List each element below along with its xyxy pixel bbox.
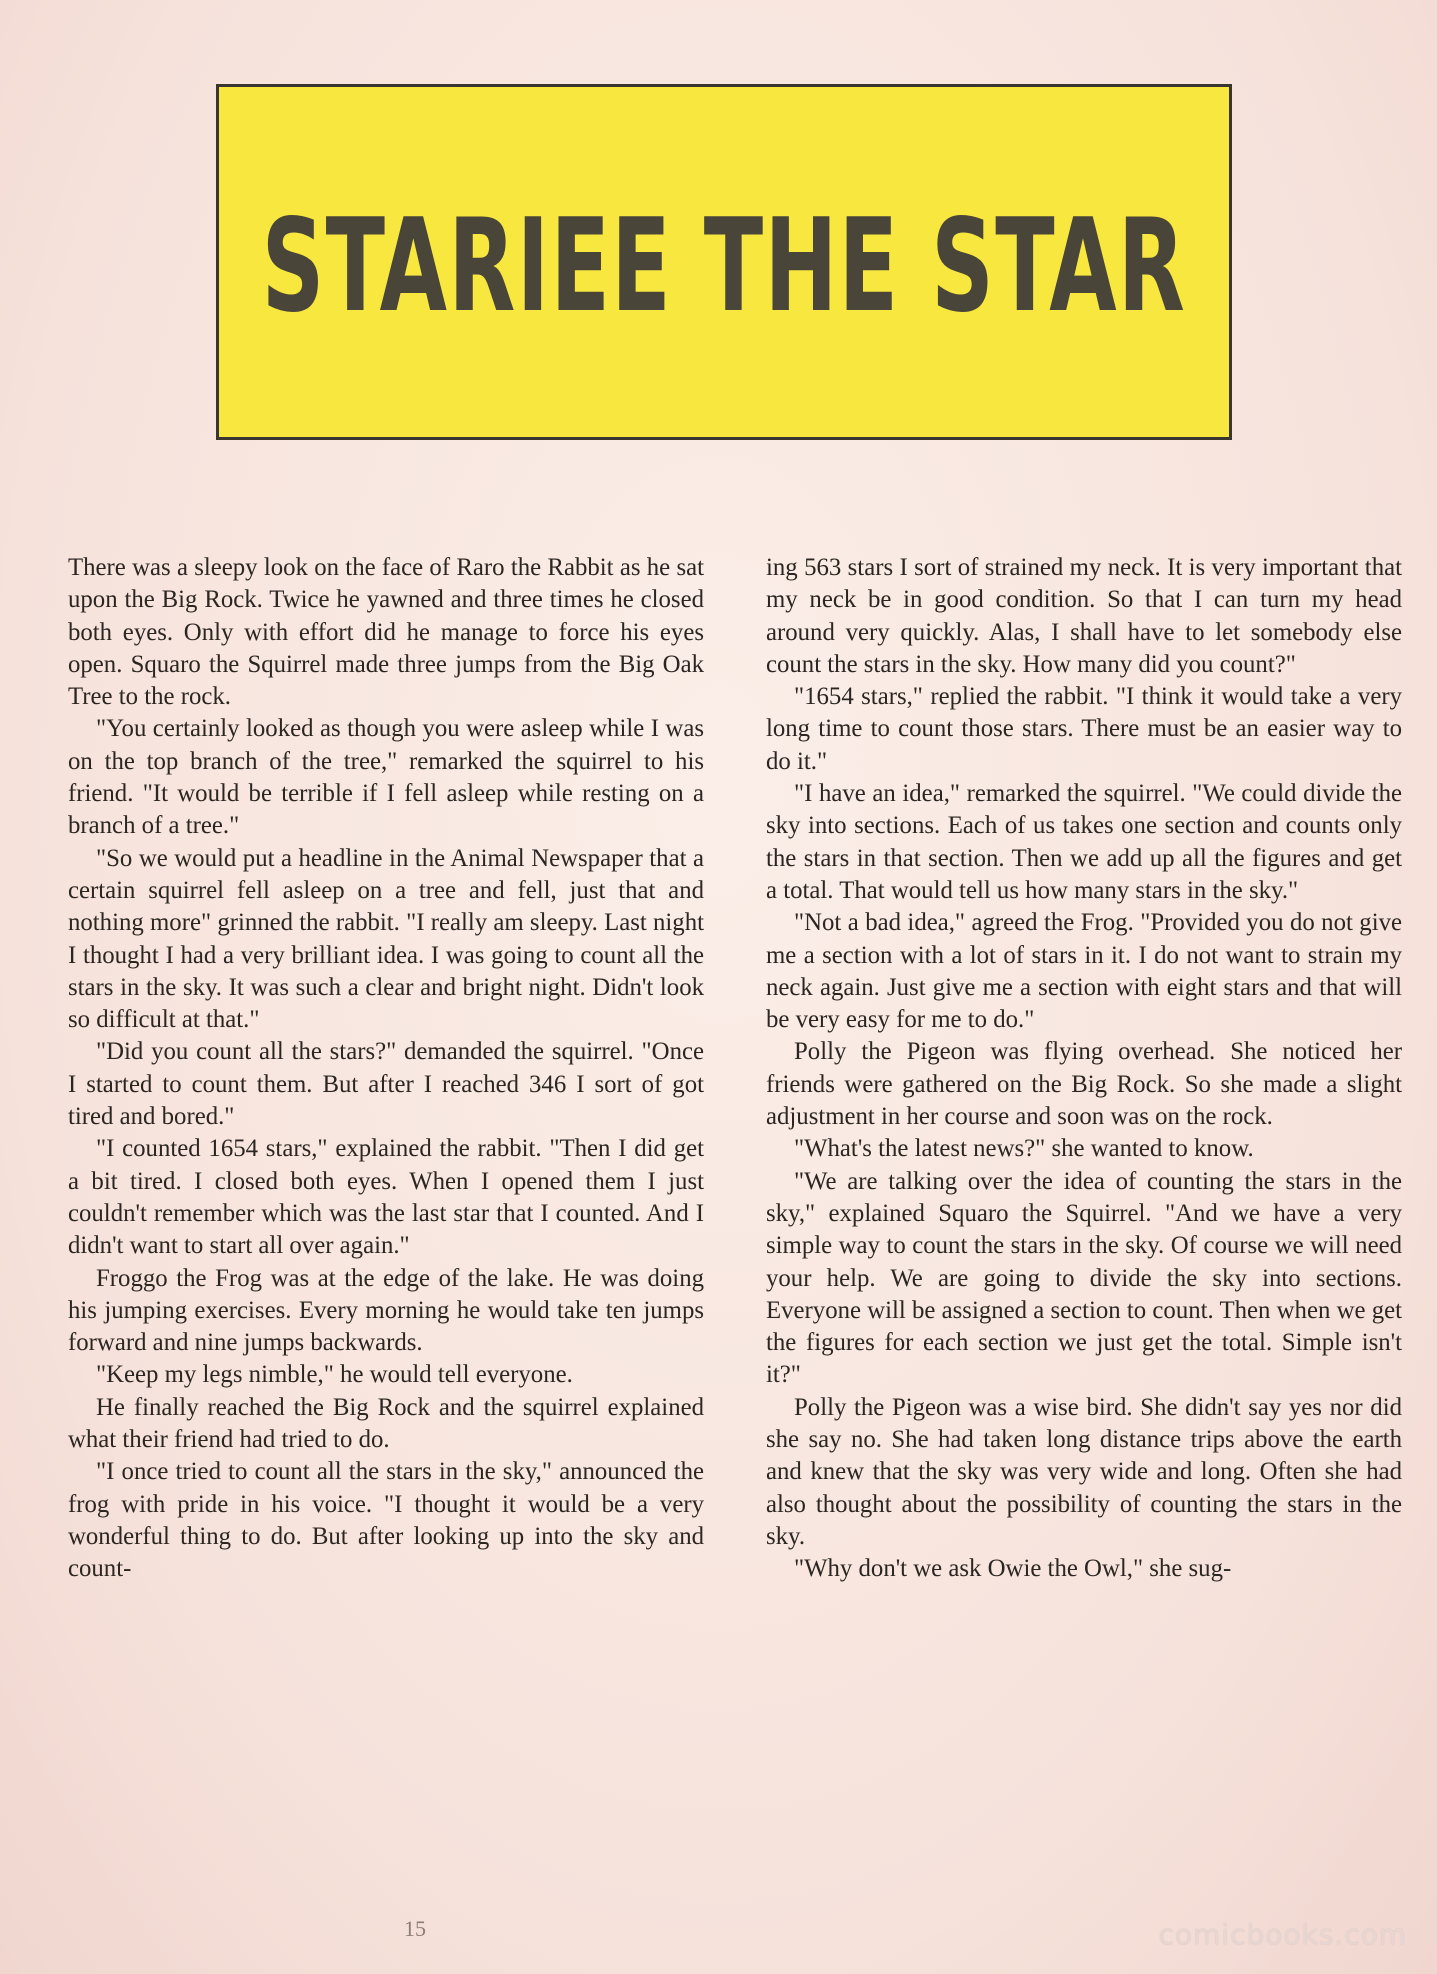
paragraph: "So we would put a headline in the Animal Newspaper that a certain squirrel fell asleep on a tree and fell, just that and nothing more" grinned the rabbit. "I really am sleepy. Last night I thought I had a very brilliant idea. I was going to count all the stars in the sky. It was such a clear and bright night. Didn't look so difficult at that." bbox=[68, 844, 704, 1034]
title-banner bbox=[216, 84, 1232, 440]
paragraph: He finally reached the Big Rock and the squirrel explained what their friend had tried to do. bbox=[68, 1393, 704, 1454]
paragraph: "Not a bad idea," agreed the Frog. "Provided you do not give me a section with a lot of stars in it. I do not want to strain my neck again. Just give me a section with eight stars and that will be very easy for me to do." bbox=[766, 909, 1402, 1034]
paragraph: Polly the Pigeon was a wise bird. She didn't say yes nor did she say no. She had taken long distance trips above the earth and knew that the sky was very wide and long. Often she had also thought about the possibility of counting the stars in the sky. bbox=[766, 1393, 1402, 1550]
paragraph: "Did you count all the stars?" demanded the squirrel. "Once I started to count them. But after I reached 346 I sort of got tired and bored." bbox=[68, 1038, 704, 1131]
story-title: STARIEE THE STAR bbox=[261, 191, 1187, 341]
left-column bbox=[68, 552, 704, 1586]
paragraph: "We are talking over the idea of counting the stars in the sky," explained Squaro the Squirrel. "And we have a very simple way to count the stars in the sky. Of course we will need your help. We are going to divide the sky into sections. Everyone will be assigned a section to count. Then when we get the figures for each section we just get the total. Simple isn't it?" bbox=[766, 1167, 1402, 1389]
paragraph: Polly the Pigeon was flying overhead. She noticed her friends were gathered on the Big Rock. So she made a slight adjustment in her course and soon was on the rock. bbox=[766, 1038, 1402, 1131]
paragraph: "I once tried to count all the stars in the sky," announced the frog with pride in his voice. "I thought it would be a very wonderful thing to do. But after looking up into the sky and count- bbox=[68, 1458, 704, 1583]
paragraph: "What's the latest news?" she wanted to know. bbox=[794, 1135, 1254, 1163]
paragraph: ing 563 stars I sort of strained my neck. It is very important that my neck be in good condition. So that I can turn my head around very quickly. Alas, I shall have to let somebody else count the stars in the sky. How many did you count?" bbox=[766, 554, 1402, 678]
paragraph: "I have an idea," remarked the squirrel. "We could divide the sky into sections. Each of us takes one section and counts only the stars in that section. Then we add up all the figures and get a total. That would tell us how many stars in the sky." bbox=[766, 780, 1402, 904]
paragraph: "Why don't we ask Owie the Owl," she sug- bbox=[794, 1555, 1232, 1583]
paragraph: "1654 stars," replied the rabbit. "I think it would take a very long time to count those stars. There must be an easier way to do it." bbox=[766, 683, 1402, 775]
paragraph: "I counted 1654 stars," explained the rabbit. "Then I did get a bit tired. I closed both eyes. When I opened them I just couldn't remember which was the last star that I counted. And I didn't want to start all over again." bbox=[68, 1135, 704, 1260]
paragraph: "You certainly looked as though you were asleep while I was on the top branch of the tree," remarked the squirrel to his friend. "It would be terrible if I fell asleep while resting on a branch of a tree." bbox=[68, 715, 704, 840]
paragraph: There was a sleepy look on the face of Raro the Rabbit as he sat upon the Big Rock. Twice he yawned and three times he closed both eyes. Only with effort did he manage to force his eyes open. Squaro the Squirrel made three jumps from the Big Oak Tree to the rock. bbox=[68, 554, 704, 711]
site-watermark: comicbooks.com bbox=[1158, 1918, 1407, 1951]
right-column bbox=[766, 552, 1402, 1586]
page-number: 15 bbox=[404, 1916, 426, 1941]
paragraph: Froggo the Frog was at the edge of the lake. He was doing his jumping exercises. Every morning he would take ten jumps forward and nine jumps backwards. bbox=[68, 1264, 704, 1357]
paragraph: "Keep my legs nimble," he would tell everyone. bbox=[96, 1361, 573, 1389]
story-body bbox=[68, 552, 1402, 1852]
